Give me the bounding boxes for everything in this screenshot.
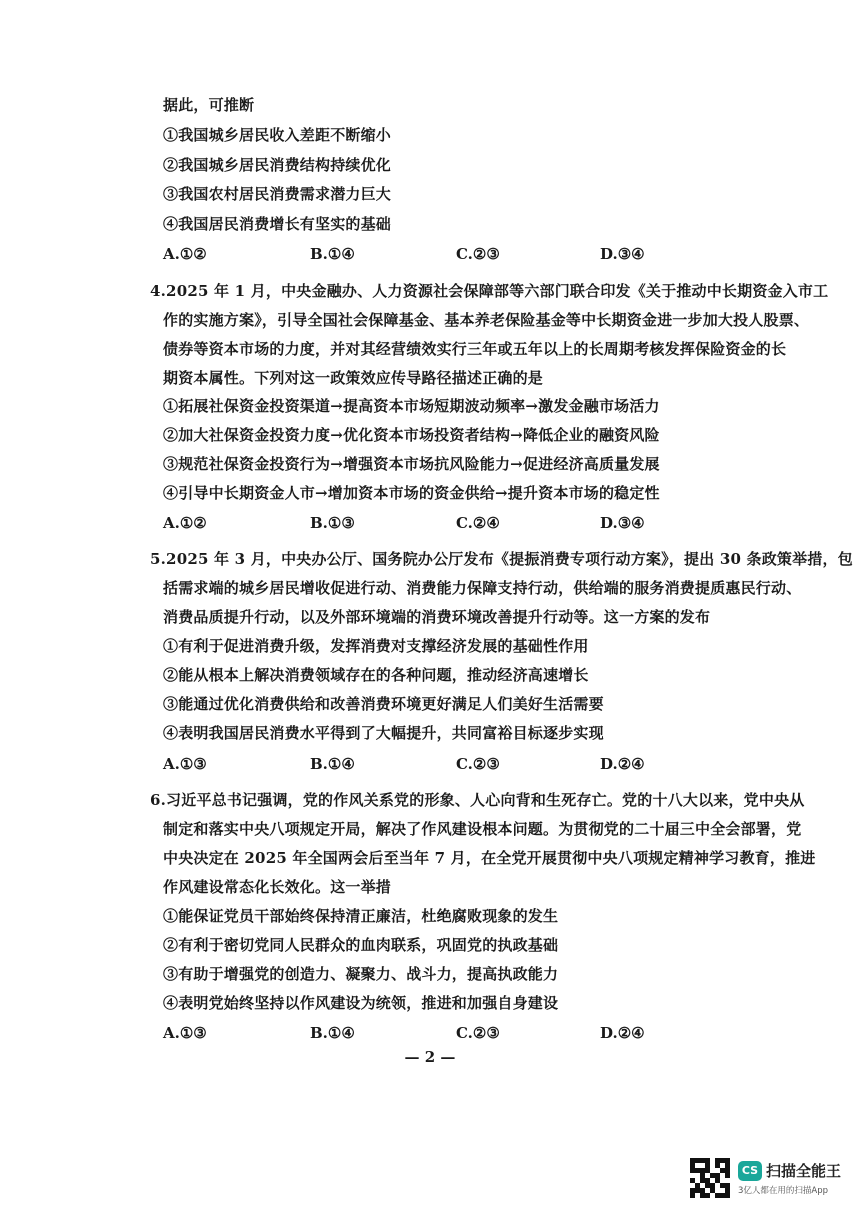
q6-option-c: C.②③ [456,1024,500,1042]
q6-statement-2: ②有利于密切党同人民群众的血肉联系，巩固党的执政基础 [163,936,559,954]
q4-statement-2: ②加大社保资金投资力度→优化资本市场投资者结构→降低企业的融资风险 [163,426,660,444]
qr-code-icon [690,1158,730,1198]
q6-option-b: B.①④ [310,1024,355,1042]
q4-option-d: D.③④ [600,514,645,532]
q3-statement-4: ④我国居民消费增长有坚实的基础 [163,215,392,233]
q5-option-c: C.②③ [456,755,500,773]
q4-statement-3: ③规范社保资金投资行为→增强资本市场抗风险能力→促进经济高质量发展 [163,455,660,473]
q4-option-a: A.①② [163,514,207,532]
scanner-badge [690,1158,850,1206]
q3-option-b: B.①④ [310,245,355,263]
q6-option-d: D.②④ [600,1024,645,1042]
q4-stem-line-3: 债券等资本市场的力度，并对其经营绩效实行三年或五年以上的长周期考核发挥保险资金的长 [163,340,787,358]
q6-statement-3: ③有助于增强党的创造力、凝聚力、战斗力，提高执政能力 [163,965,559,983]
q6-stem-line-1: 6.习近平总书记强调，党的作风关系党的形象、人心向背和生死存亡。党的十八大以来，党中央从 [150,791,805,809]
q4-option-c: C.②④ [456,514,500,532]
q4-stem-line-4: 期资本属性。下列对这一政策效应传导路径描述正确的是 [163,369,544,387]
q6-stem-line-3: 中央决定在 2025 年全国两会后至当年 7 月，在全党开展贯彻中央八项规定精神学习教育，推进 [163,849,816,867]
q5-statement-3: ③能通过优化消费供给和改善消费环境更好满足人们美好生活需要 [163,695,604,713]
q3-statement-3: ③我国农村居民消费需求潜力巨大 [163,185,392,203]
q4-stem-line-2: 作的实施方案》，引导全国社会保障基金、基本养老保险基金等中长期资金进一步加大投人股票、 [163,311,810,329]
q5-option-a: A.①③ [163,755,207,773]
q3-stem-tail: 据此，可推断 [163,96,255,114]
q4-statement-1: ①拓展社保资金投资渠道→提高资本市场短期波动频率→激发金融市场活力 [163,397,660,415]
q3-option-d: D.③④ [600,245,645,263]
q3-option-c: C.②③ [456,245,500,263]
q5-option-b: B.①④ [310,755,355,773]
q5-statement-2: ②能从根本上解决消费领域存在的各种问题，推动经济高速增长 [163,666,589,684]
q6-statement-1: ①能保证党员干部始终保持清正廉洁，杜绝腐败现象的发生 [163,907,559,925]
q6-stem-line-4: 作风建设常态化长效化。这一举措 [163,878,392,896]
q3-statement-1: ①我国城乡居民收入差距不断缩小 [163,126,392,144]
q5-stem-line-2: 括需求端的城乡居民增收促进行动、消费能力保障支持行动，供给端的服务消费提质惠民行动、 [163,579,802,597]
q3-option-a: A.①② [163,245,207,263]
q6-stem-line-2: 制定和落实中央八项规定开局，解决了作风建设根本问题。为贯彻党的二十届三中全会部署，党 [163,820,802,838]
scanner-app-name: 扫描全能王 [766,1162,842,1180]
q6-option-a: A.①③ [163,1024,207,1042]
q4-statement-4: ④引导中长期资金人市→增加资本市场的资金供给→提升资本市场的稳定性 [163,484,660,502]
q5-option-d: D.②④ [600,755,645,773]
q3-statement-2: ②我国城乡居民消费结构持续优化 [163,156,392,174]
scanner-tagline: 3亿人都在用的扫描App [738,1186,829,1196]
cs-logo: CS [738,1161,762,1181]
q6-statement-4: ④表明党始终坚持以作风建设为统领，推进和加强自身建设 [163,994,559,1012]
page-number: — 2 — [404,1048,456,1066]
q4-option-b: B.①③ [310,514,355,532]
q5-stem-line-1: 5.2025 年 3 月，中央办公厅、国务院办公厅发布《提振消费专项行动方案》，提出 30 条政策举措，包 [150,550,853,568]
q5-statement-4: ④表明我国居民消费水平得到了大幅提升，共同富裕目标逐步实现 [163,724,604,742]
q5-stem-line-3: 消费品质提升行动，以及外部环境端的消费环境改善提升行动等。这一方案的发布 [163,608,711,626]
q4-stem-line-1: 4.2025 年 1 月，中央金融办、人力资源社会保障部等六部门联合印发《关于推动中长期资金入市工 [150,282,829,300]
q5-statement-1: ①有利于促进消费升级，发挥消费对支撑经济发展的基础性作用 [163,637,589,655]
